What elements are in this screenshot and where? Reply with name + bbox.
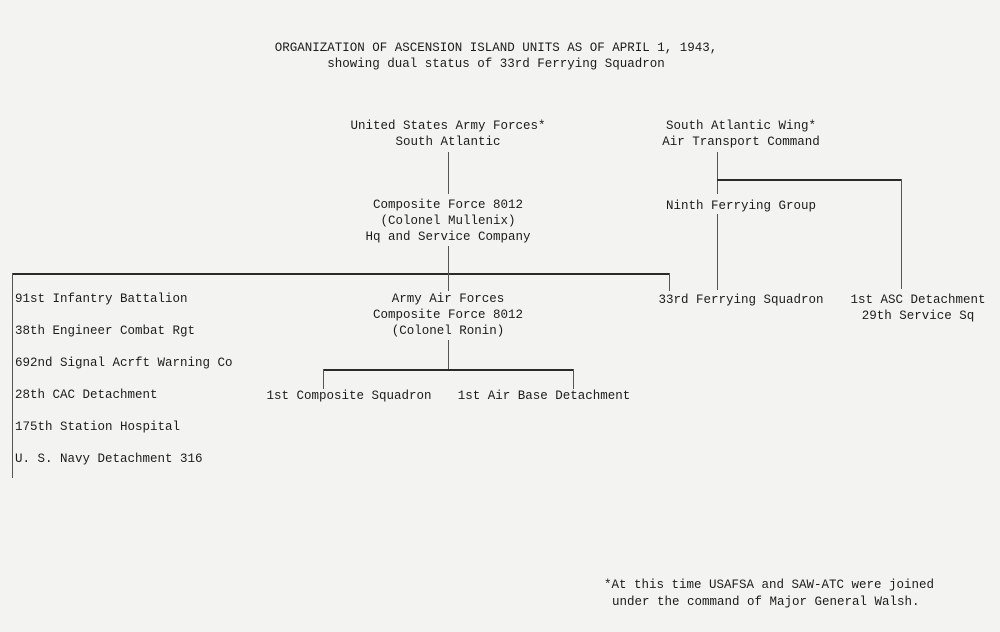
connector-aaf-bottom — [448, 340, 449, 370]
list-item: U. S. Navy Detachment 316 — [15, 452, 203, 466]
connector-to-asc — [901, 179, 902, 289]
node-1st-air-base-detachment: 1st Air Base Detachment — [457, 389, 631, 403]
connector-bus-aaf — [448, 273, 449, 291]
connector-bus-33rd — [669, 273, 670, 291]
composite-line1: Composite Force 8012 — [372, 198, 524, 212]
list-item: 175th Station Hospital — [15, 420, 181, 434]
composite-line2: (Colonel Mullenix) — [380, 214, 516, 228]
connector-horizontal-bus — [12, 273, 670, 275]
connector-ninth-33rd — [717, 214, 718, 290]
usafsa-line1: United States Army Forces* — [350, 119, 546, 133]
asc-line1: 1st ASC Detachment — [850, 293, 986, 307]
asc-line2: 29th Service Sq — [861, 309, 975, 323]
node-33rd-ferrying-squadron: 33rd Ferrying Squadron — [658, 293, 824, 307]
connector-usafsa-composite — [448, 152, 449, 194]
composite-line3: Hq and Service Company — [365, 230, 531, 244]
connector-saw-horizontal — [717, 179, 902, 181]
list-item: 692nd Signal Acrft Warning Co — [15, 356, 233, 370]
footnote-line2: under the command of Major General Walsh. — [612, 595, 920, 609]
list-item: 28th CAC Detachment — [15, 388, 158, 402]
node-1st-composite-squadron: 1st Composite Squadron — [266, 389, 432, 403]
node-ninth-ferrying-group: Ninth Ferrying Group — [665, 199, 817, 213]
footnote-line1: *At this time USAFSA and SAW-ATC were joined — [604, 578, 935, 592]
usafsa-line2: South Atlantic — [395, 135, 501, 149]
connector-to-1st-air-base — [573, 369, 574, 389]
aaf-line1: Army Air Forces — [391, 292, 505, 306]
connector-to-1st-composite — [323, 369, 324, 389]
connector-aaf-horizontal — [323, 369, 574, 371]
saw-line1: South Atlantic Wing* — [665, 119, 817, 133]
chart-subtitle: showing dual status of 33rd Ferrying Squadron — [327, 57, 665, 71]
connector-composite-bus — [448, 246, 449, 274]
connector-saw-ninth — [717, 152, 718, 194]
list-item: 38th Engineer Combat Rgt — [15, 324, 196, 338]
list-item: 91st Infantry Battalion — [15, 292, 188, 306]
aaf-line2: Composite Force 8012 — [372, 308, 524, 322]
connector-left-bracket — [12, 273, 13, 478]
saw-line2: Air Transport Command — [662, 135, 820, 149]
chart-title: ORGANIZATION OF ASCENSION ISLAND UNITS AS OF APRIL 1, 1943, — [274, 41, 718, 55]
aaf-line3: (Colonel Ronin) — [391, 324, 505, 338]
